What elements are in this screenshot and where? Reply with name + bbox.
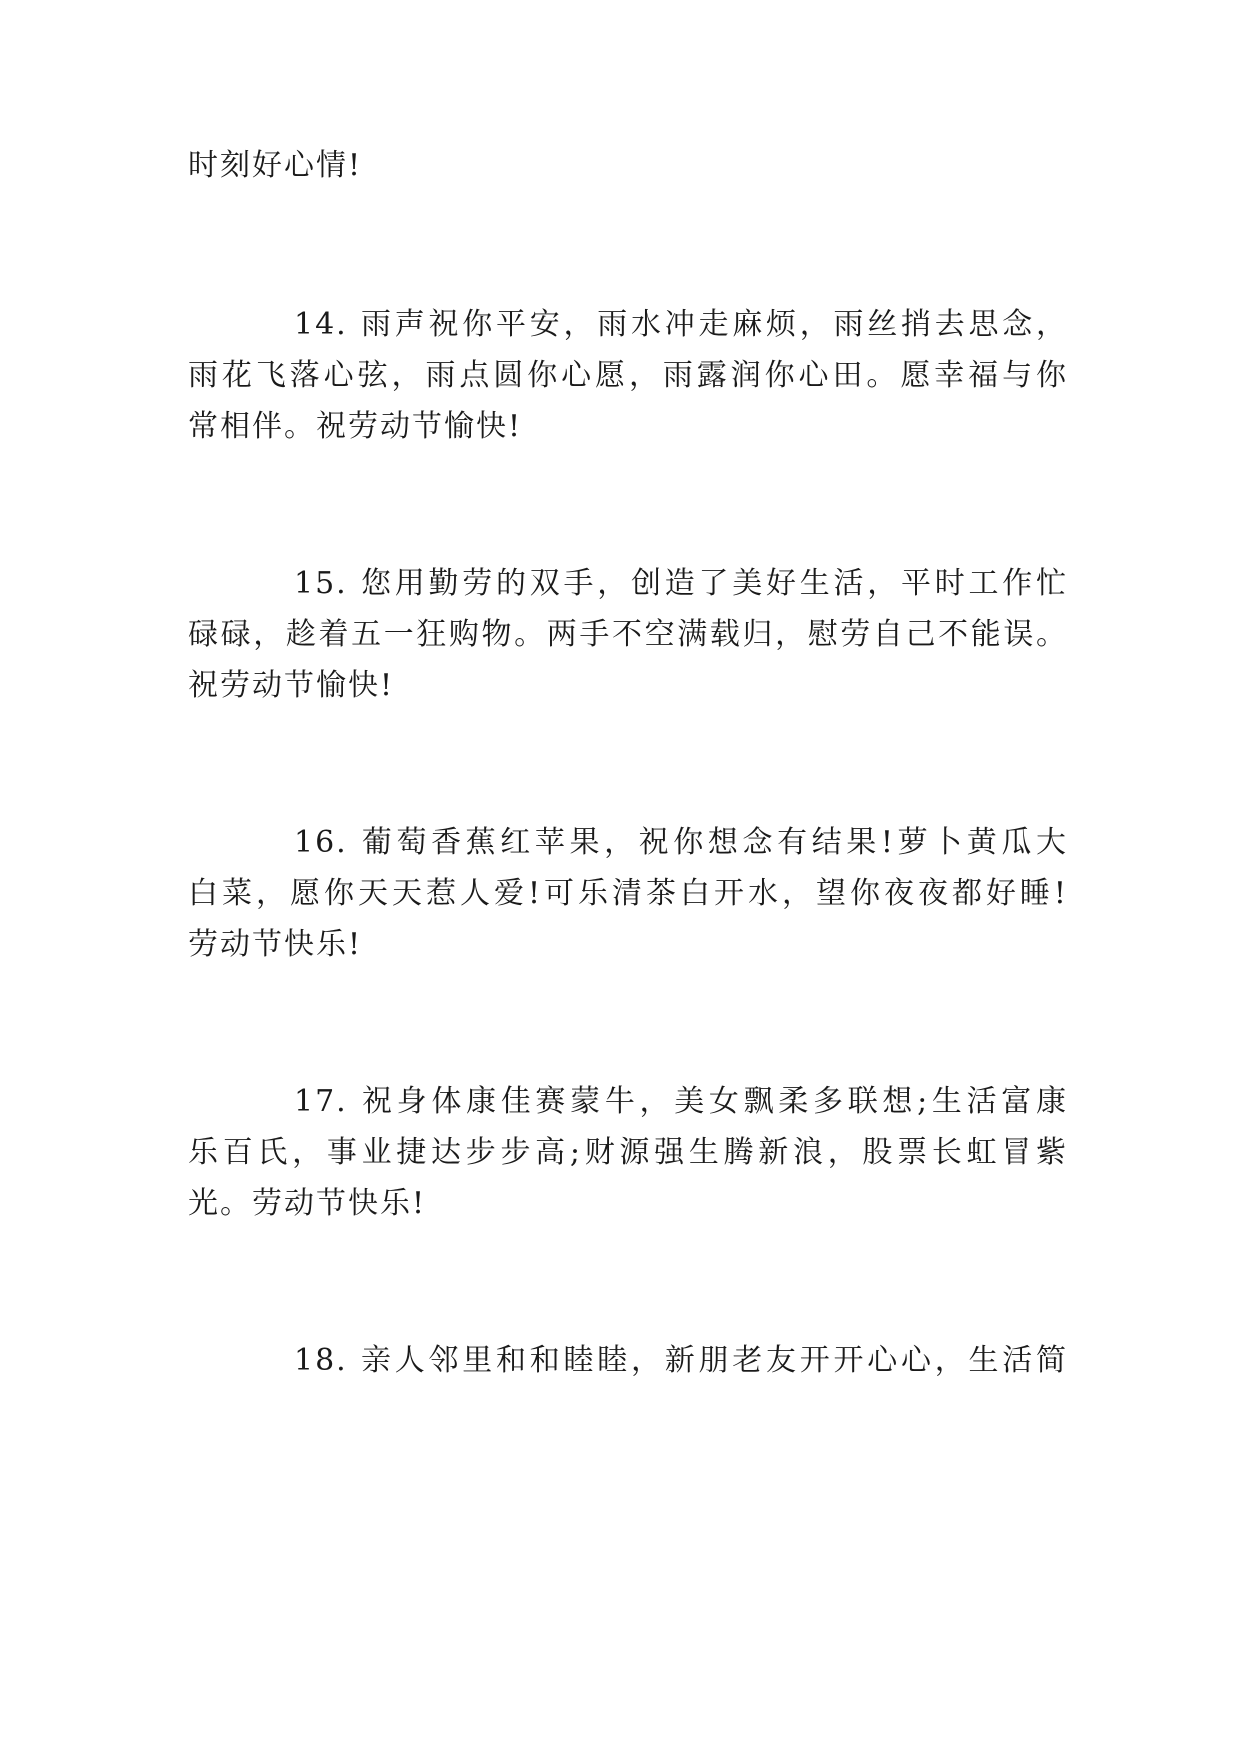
paragraph-14-line-2: 雨花飞落心弦，雨点圆你心愿，雨露润你心田。愿幸福与你	[188, 358, 1068, 393]
paragraph-17-line-2: 乐百氏，事业捷达步步高;财源强生腾新浪，股票长虹冒紫	[188, 1135, 1068, 1170]
paragraph-15-line-2: 碌碌，趁着五一狂购物。两手不空满载归，慰劳自己不能误。	[188, 617, 1068, 652]
paragraph-16-line-1	[294, 823, 1068, 863]
paragraph-14-line-3: 常相伴。祝劳动节愉快!	[188, 409, 523, 444]
paragraph-tail: 时刻好心情!	[188, 148, 363, 183]
item-number-14: 14.	[294, 307, 348, 342]
paragraph-14-line-1	[294, 305, 1068, 345]
paragraph-16-line-3: 劳动节快乐!	[188, 927, 363, 962]
item-14-line-1-text: 雨声祝你平安，雨水冲走麻烦，雨丝捎去思念，	[361, 307, 1069, 342]
paragraph-17-line-3: 光。劳动节快乐!	[188, 1186, 427, 1221]
paragraph-15-line-1	[294, 564, 1068, 604]
item-16-line-1-text: 葡萄香蕉红苹果，祝你想念有结果!萝卜黄瓜大	[361, 825, 1068, 860]
item-number-17: 17.	[294, 1084, 348, 1119]
paragraph-16-line-2: 白菜，愿你天天惹人爱!可乐清茶白开水，望你夜夜都好睡!	[188, 876, 1068, 911]
item-number-16: 16.	[294, 825, 348, 860]
item-number-18: 18.	[294, 1343, 348, 1378]
item-17-line-1-text: 祝身体康佳赛蒙牛，美女飘柔多联想;生活富康	[361, 1084, 1068, 1119]
item-18-line-1-text: 亲人邻里和和睦睦，新朋老友开开心心，生活简	[361, 1343, 1069, 1378]
paragraph-18-line-1	[294, 1341, 1068, 1381]
paragraph-17-line-1	[294, 1082, 1068, 1122]
item-15-line-1-text: 您用勤劳的双手，创造了美好生活，平时工作忙	[361, 566, 1069, 601]
paragraph-15-line-3: 祝劳动节愉快!	[188, 668, 395, 703]
item-number-15: 15.	[294, 566, 348, 601]
